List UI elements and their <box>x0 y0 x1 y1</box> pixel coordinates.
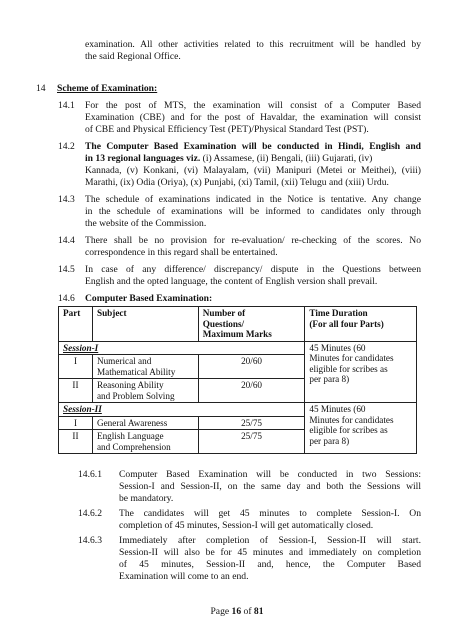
subject-line: Mathematical Ability <box>96 366 176 377</box>
cell-part: I <box>59 355 93 379</box>
para-number: 14.3 <box>58 194 75 205</box>
session-row <box>59 341 417 355</box>
session-time <box>305 403 417 454</box>
session-label: Session-I <box>59 341 305 355</box>
subject-line: and Problem Solving <box>96 390 175 401</box>
para-number: 14.2 <box>58 141 75 152</box>
page-total: 81 <box>253 606 264 617</box>
subject-line: and Comprehension <box>96 441 171 452</box>
subpara-number: 14.6.3 <box>78 535 102 546</box>
para-line: the website of the Commission. <box>85 218 207 229</box>
para-line: For the post of MTS, the examination will consist of a Computer Based <box>85 100 421 111</box>
para-line: correspondence in this regard shall be entertained. <box>85 247 278 258</box>
time-line: Minutes for candidates <box>309 353 394 363</box>
section-number: 14 <box>36 83 46 94</box>
header-time-line: (For all four Parts) <box>309 318 384 329</box>
header-marks-line: Questions/ <box>202 318 245 329</box>
para-line: Examination (CBE) and for the post of Havaldar, the examination will consist <box>85 112 421 123</box>
time-line: eligible for scribes as <box>309 363 388 374</box>
header-time-line: Time Duration <box>309 308 368 318</box>
cell-part: II <box>59 379 93 403</box>
para-line: of 45 minutes, Session-II and, hence, the Computer Based <box>119 559 421 570</box>
para-line: Kannada, (v) Konkani, (vi) Malayalam, (vii) Manipuri (Metei or Meithei), (viii) <box>85 165 421 176</box>
cell-part: II <box>59 430 93 454</box>
cell-marks: 20/60 <box>198 379 305 403</box>
time-line: eligible for scribes as <box>309 425 388 435</box>
subject-line: Numerical and <box>96 356 152 366</box>
intro-line: examination. All other activities related to this recruitment will be handled by <box>85 39 421 50</box>
para-line: There shall be no provision for re-evaluation/ re-checking of the scores. No <box>85 235 421 246</box>
footer-mid: of <box>241 606 254 617</box>
subject-line: English Language <box>96 431 164 441</box>
para-number: 14.6 <box>58 293 75 304</box>
page-number: 16 <box>231 606 242 617</box>
para-title: Computer Based Examination: <box>85 293 213 304</box>
para-line: Immediately after completion of Session-I, Session-II will start. <box>119 535 421 546</box>
session-label: Session-II <box>59 403 305 417</box>
cell-marks: 25/75 <box>198 430 305 454</box>
time-line: per para 8) <box>309 374 350 384</box>
para-line: Examination will come to an end. <box>119 571 249 582</box>
para-line: Marathi, (ix) Odia (Oriya), (x) Punjabi, (xi) Tamil, (xii) Telugu and (xiii) Urdu. <box>85 177 389 188</box>
para-line: Computer Based Examination will be conducted in two Sessions: <box>119 469 421 480</box>
para-line: completion of 45 minutes, Session-I will get automatically closed. <box>119 520 374 531</box>
time-line: 45 Minutes (60 <box>309 342 366 353</box>
time-line: Minutes for candidates <box>309 414 394 425</box>
para-line: The candidates will get 45 minutes to complete Session-I. On <box>119 508 421 519</box>
header-subject: Subject <box>92 307 198 342</box>
header-marks-line: Maximum Marks <box>202 329 272 339</box>
session-time <box>305 341 417 403</box>
subject-line: Reasoning Ability <box>96 380 164 390</box>
para-bold-text: in 13 regional languages viz. <box>85 153 201 164</box>
para-line: The schedule of examinations indicated in the Notice is tentative. Any change <box>85 194 421 205</box>
cell-marks: 25/75 <box>198 416 305 430</box>
table-header-row <box>59 307 417 342</box>
cell-subject <box>92 355 198 379</box>
para-number: 14.5 <box>58 264 75 275</box>
para-line: in the schedule of examinations will be informed to candidates only through <box>85 206 421 217</box>
header-marks-line: Number of <box>202 308 246 318</box>
para-text: (i) Assamese, (ii) Bengali, (iii) Gujarati, (iv) <box>200 153 373 164</box>
time-line: per para 8) <box>309 435 350 446</box>
header-time <box>305 307 417 342</box>
subject-line: General Awareness <box>96 417 168 428</box>
subpara-number: 14.6.1 <box>78 469 102 480</box>
para-line: English and the opted language, the content of English version shall prevail. <box>85 276 378 287</box>
para-line: The Computer Based Examination will be conducted in Hindi, English and <box>85 141 421 152</box>
para-line: Session-II will also be for 45 minutes and immediately on completion <box>119 547 421 558</box>
subpara-number: 14.6.2 <box>78 508 102 519</box>
para-line: be mandatory. <box>119 493 174 504</box>
cell-part: I <box>59 416 93 430</box>
header-marks <box>198 307 305 342</box>
para-number: 14.1 <box>58 100 75 111</box>
para-line <box>85 153 372 165</box>
footer-prefix: Page <box>210 606 232 617</box>
page-footer <box>0 606 474 617</box>
cbe-table <box>58 306 417 454</box>
para-line: of CBE and Physical Efficiency Test (PET)/Physical Standard Test (PST). <box>85 124 369 135</box>
session-row <box>59 403 417 417</box>
cell-marks: 20/60 <box>198 355 305 379</box>
para-line: In case of any difference/ discrepancy/ dispute in the Questions between <box>85 264 421 275</box>
cell-subject <box>92 416 198 430</box>
section-title: Scheme of Examination: <box>57 83 158 94</box>
para-number: 14.4 <box>58 235 75 246</box>
time-line: 45 Minutes (60 <box>309 404 366 414</box>
header-part: Part <box>59 307 93 342</box>
para-line: Session-I and Session-II, on the same day and both the Sessions will <box>119 481 421 492</box>
intro-line: the said Regional Office. <box>85 51 181 62</box>
cell-subject <box>92 379 198 403</box>
cell-subject <box>92 430 198 454</box>
